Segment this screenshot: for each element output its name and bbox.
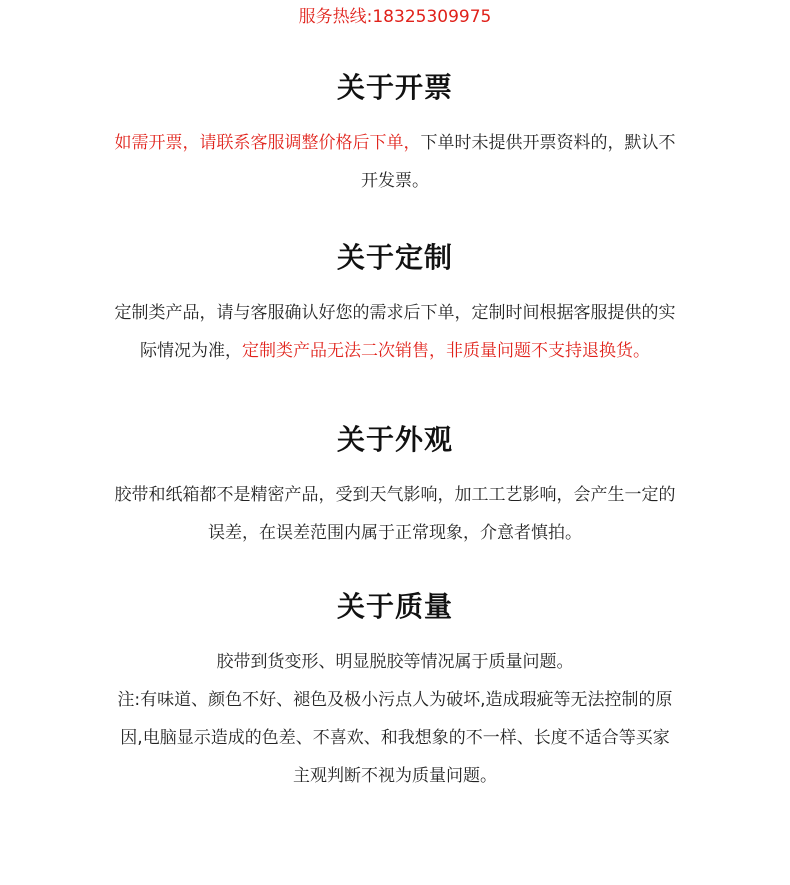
service-hotline: 服务热线:18325309975 bbox=[298, 7, 492, 27]
section-body-custom bbox=[65, 294, 725, 370]
invoice-notice-text-end: 开发票。 bbox=[361, 171, 429, 191]
appearance-line-2 bbox=[65, 514, 725, 552]
quality-text-4: 主观判断不视为质量问题。 bbox=[293, 766, 497, 786]
section-body-appearance bbox=[65, 476, 725, 552]
quality-text-3: 因,电脑显示造成的色差、不喜欢、和我想象的不一样、长度不适合等买家 bbox=[120, 728, 670, 748]
custom-line-2 bbox=[65, 332, 725, 370]
appearance-line-1 bbox=[65, 476, 725, 514]
section-title-appearance: 关于外观 bbox=[336, 423, 453, 456]
invoice-notice-highlight: 如需开票，请联系客服调整价格后下单， bbox=[114, 133, 421, 153]
custom-line-1 bbox=[65, 294, 725, 332]
section-body-quality bbox=[65, 643, 725, 795]
quality-text-2: 注:有味道、颜色不好、褪色及极小污点人为破坏,造成瑕疵等无法控制的原 bbox=[117, 690, 673, 710]
section-title-quality: 关于质量 bbox=[336, 590, 453, 623]
quality-line-1 bbox=[65, 643, 725, 681]
quality-line-4 bbox=[65, 757, 725, 795]
invoice-line-1 bbox=[65, 124, 725, 162]
custom-notice-text: 定制类产品，请与客服确认好您的需求后下单，定制时间根据客服提供的实 bbox=[114, 303, 676, 323]
section-title-invoice: 关于开票 bbox=[336, 71, 453, 104]
quality-line-2 bbox=[65, 681, 725, 719]
section-title-custom: 关于定制 bbox=[336, 241, 453, 274]
section-body-invoice bbox=[65, 124, 725, 200]
appearance-text-1: 胶带和纸箱都不是精密产品，受到天气影响，加工工艺影响，会产生一定的 bbox=[114, 485, 676, 505]
custom-notice-text-cont: 际情况为准， bbox=[140, 341, 242, 361]
appearance-text-2: 误差，在误差范围内属于正常现象，介意者慎拍。 bbox=[208, 523, 582, 543]
custom-notice-highlight: 定制类产品无法二次销售，非质量问题不支持退换货。 bbox=[242, 341, 650, 361]
invoice-line-2 bbox=[65, 162, 725, 200]
quality-line-3 bbox=[65, 719, 725, 757]
invoice-notice-text: 下单时未提供开票资料的，默认不 bbox=[420, 133, 676, 153]
quality-text-1: 胶带到货变形、明显脱胶等情况属于质量问题。 bbox=[216, 652, 574, 672]
